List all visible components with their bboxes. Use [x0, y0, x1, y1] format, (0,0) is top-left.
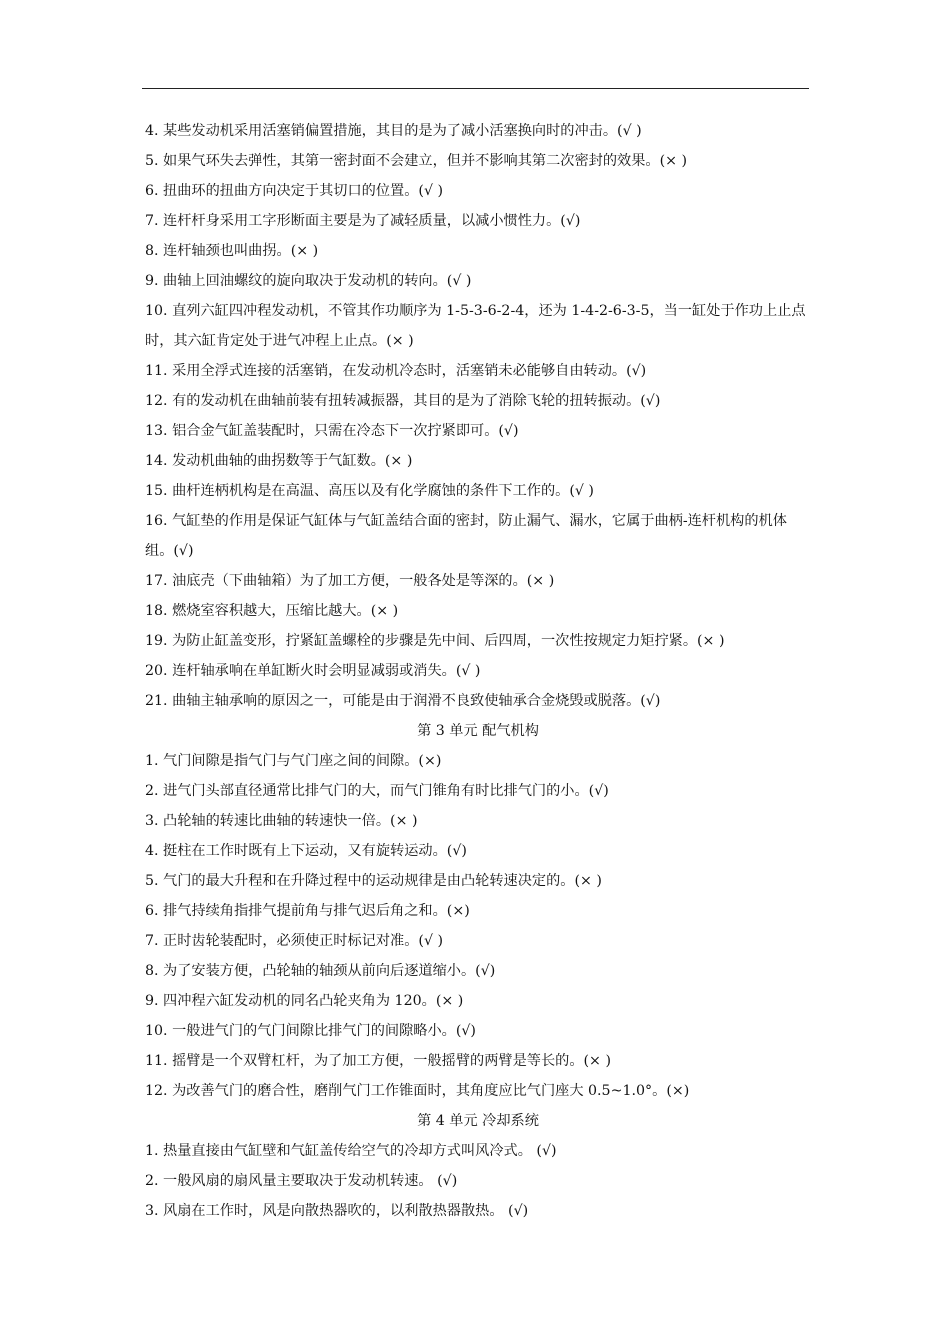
- question-item: 5. 气门的最大升程和在升降过程中的运动规律是由凸轮转速决定的。(× ): [145, 873, 602, 889]
- question-item: 1. 热量直接由气缸壁和气缸盖传给空气的冷却方式叫风冷式。 (√): [145, 1143, 557, 1159]
- question-item: 7. 连杆杆身采用工字形断面主要是为了减轻质量，以减小惯性力。(√): [145, 213, 581, 229]
- question-item: 12. 有的发动机在曲轴前装有扭转减振器，其目的是为了消除飞轮的扭转振动。(√): [145, 393, 661, 409]
- question-item: 3. 风扇在工作时，风是向散热器吹的，以利散热器散热。 (√): [145, 1203, 529, 1219]
- question-item: 16. 气缸垫的作用是保证气缸体与气缸盖结合面的密封，防止漏气、漏水，它属于曲柄-连杆机构的机体组。(√): [145, 513, 787, 559]
- question-item: 11. 采用全浮式连接的活塞销，在发动机冷态时，活塞销未必能够自由转动。(√): [145, 363, 647, 379]
- question-item: 15. 曲杆连柄机构是在高温、高压以及有化学腐蚀的条件下工作的。(√ ): [145, 483, 594, 499]
- question-item: 2. 进气门头部直径通常比排气门的大，而气门锥角有时比排气门的小。(√): [145, 783, 609, 799]
- question-item: 1. 气门间隙是指气门与气门座之间的间隙。(×): [145, 753, 442, 769]
- question-item: 10. 一般进气门的气门间隙比排气门的间隙略小。(√): [145, 1023, 476, 1039]
- question-item: 2. 一般风扇的扇风量主要取决于发动机转速。 (√): [145, 1173, 458, 1189]
- question-item: 7. 正时齿轮装配时，必须使正时标记对准。(√ ): [145, 933, 444, 949]
- question-item: 3. 凸轮轴的转速比曲轴的转速快一倍。(× ): [145, 813, 418, 829]
- header-rule: [142, 88, 809, 89]
- question-item: 11. 摇臂是一个双臂杠杆，为了加工方便，一般摇臂的两臂是等长的。(× ): [145, 1053, 611, 1069]
- question-item: 21. 曲轴主轴承响的原因之一，可能是由于润滑不良致使轴承合金烧毁或脱落。(√): [145, 693, 661, 709]
- question-item: 10. 直列六缸四冲程发动机，不管其作功顺序为 1-5-3-6-2-4，还为 1-4-2-6-3-5，当一缸处于作功上止点时，其六缸肯定处于进气冲程上止点。(× ): [145, 303, 806, 349]
- document-body: [145, 116, 811, 1226]
- question-item: 19. 为防止缸盖变形，拧紧缸盖螺栓的步骤是先中间、后四周，一次性按规定力矩拧紧。(× ): [145, 633, 725, 649]
- unit3-heading: 第 3 单元 配气机构: [417, 723, 539, 739]
- question-item: 17. 油底壳（下曲轴箱）为了加工方便，一般各处是等深的。(× ): [145, 573, 555, 589]
- question-item: 9. 四冲程六缸发动机的同名凸轮夹角为 120。(× ): [145, 993, 464, 1009]
- question-item: 12. 为改善气门的磨合性，磨削气门工作锥面时，其角度应比气门座大 0.5~1.0°。(×): [145, 1083, 690, 1099]
- question-item: 13. 铝合金气缸盖装配时，只需在冷态下一次拧紧即可。(√): [145, 423, 519, 439]
- question-item: 6. 扭曲环的扭曲方向决定于其切口的位置。(√ ): [145, 183, 444, 199]
- question-item: 8. 为了安装方便，凸轮轴的轴颈从前向后逐道缩小。(√): [145, 963, 496, 979]
- question-item: 20. 连杆轴承响在单缸断火时会明显减弱或消失。(√ ): [145, 663, 481, 679]
- unit2-question-list: [145, 116, 811, 716]
- question-item: 8. 连杆轴颈也叫曲拐。(× ): [145, 243, 319, 259]
- question-item: 18. 燃烧室容积越大，压缩比越大。(× ): [145, 603, 399, 619]
- question-item: 4. 挺柱在工作时既有上下运动，又有旋转运动。(√): [145, 843, 467, 859]
- unit4-heading: 第 4 单元 冷却系统: [417, 1113, 539, 1129]
- question-item: 14. 发动机曲轴的曲拐数等于气缸数。(× ): [145, 453, 413, 469]
- unit3-question-list: [145, 746, 811, 1106]
- question-item: 6. 排气持续角指排气提前角与排气迟后角之和。(×): [145, 903, 470, 919]
- question-item: 5. 如果气环失去弹性，其第一密封面不会建立，但并不影响其第二次密封的效果。(× ): [145, 153, 688, 169]
- question-item: 9. 曲轴上回油螺纹的旋向取决于发动机的转向。(√ ): [145, 273, 472, 289]
- question-item: 4. 某些发动机采用活塞销偏置措施，其目的是为了减小活塞换向时的冲击。(√ ): [145, 123, 642, 139]
- unit4-question-list: [145, 1136, 811, 1226]
